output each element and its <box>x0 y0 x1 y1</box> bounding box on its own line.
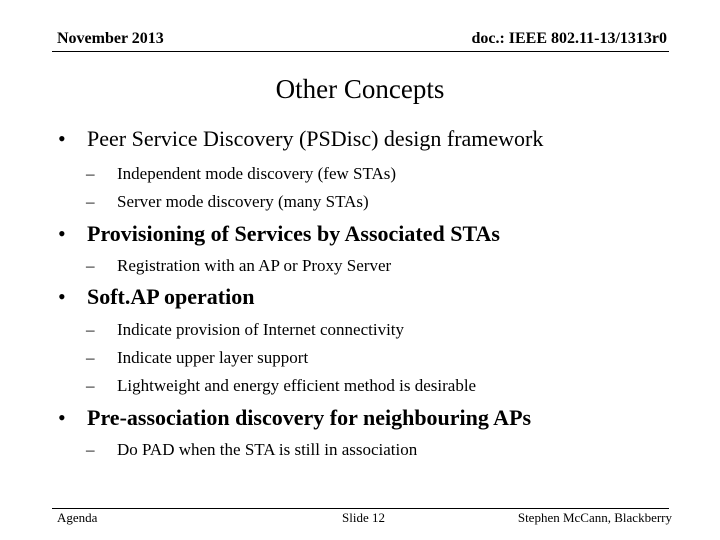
bullet-dot: • <box>58 221 66 246</box>
sub-bullet-item <box>0 164 720 190</box>
sub-bullet-item <box>0 320 720 346</box>
sub-bullet-dash: – <box>86 376 95 395</box>
sub-bullet-dash: – <box>86 440 95 459</box>
footer-divider <box>52 508 669 509</box>
sub-bullet-dash: – <box>86 164 95 183</box>
slide-title: Other Concepts <box>275 74 445 104</box>
bullet-text: Peer Service Discovery (PSDisc) design framework <box>87 126 544 151</box>
sub-bullet-text: Indicate upper layer support <box>117 348 309 367</box>
bullet-item <box>0 284 720 316</box>
bullet-text: Provisioning of Services by Associated STAs <box>87 221 500 246</box>
footer-left: Agenda <box>57 510 98 525</box>
footer-author: Stephen McCann, Blackberry <box>517 510 672 525</box>
sub-bullet-text: Independent mode discovery (few STAs) <box>117 164 397 183</box>
sub-bullet-text: Server mode discovery (many STAs) <box>117 192 369 211</box>
sub-bullet-item <box>0 376 720 402</box>
header-divider <box>52 51 669 52</box>
sub-bullet-dash: – <box>86 348 95 367</box>
sub-bullet-text: Indicate provision of Internet connectivity <box>117 320 405 339</box>
bullet-item <box>0 221 720 253</box>
sub-bullet-dash: – <box>86 192 95 211</box>
bullet-item <box>0 126 720 158</box>
sub-bullet-dash: – <box>86 256 95 275</box>
sub-bullet-item <box>0 192 720 218</box>
header-date: November 2013 <box>57 30 164 47</box>
sub-bullet-item <box>0 256 720 282</box>
bullet-text: Pre-association discovery for neighbouring APs <box>87 405 532 430</box>
bullet-dot: • <box>58 126 66 151</box>
bullet-item <box>0 405 720 437</box>
sub-bullet-text: Do PAD when the STA is still in association <box>117 440 418 459</box>
footer-slide-number: Slide 12 <box>342 510 385 525</box>
bullet-text: Soft.AP operation <box>87 284 255 309</box>
sub-bullet-text: Registration with an AP or Proxy Server <box>117 256 392 275</box>
sub-bullet-dash: – <box>86 320 95 339</box>
sub-bullet-item <box>0 348 720 374</box>
header-doc-id: doc.: IEEE 802.11-13/1313r0 <box>471 30 667 47</box>
sub-bullet-item <box>0 440 720 466</box>
bullet-dot: • <box>58 405 66 430</box>
bullet-dot: • <box>58 284 66 309</box>
sub-bullet-text: Lightweight and energy efficient method is desirable <box>117 376 477 395</box>
